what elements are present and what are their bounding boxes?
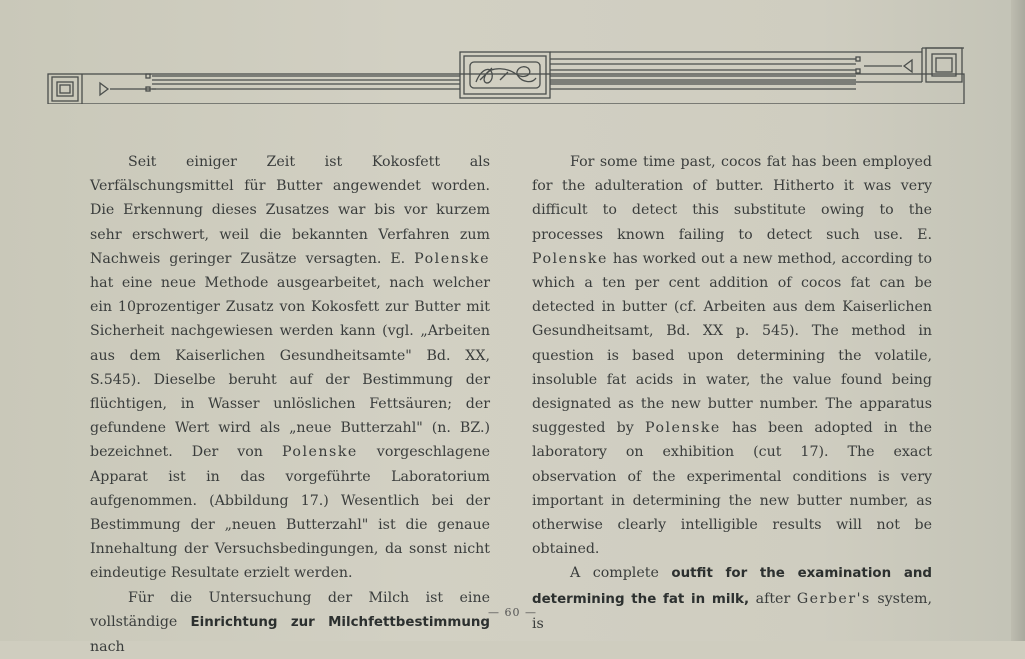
author-name: Polenske <box>644 420 721 437</box>
english-text: A complete <box>570 565 672 582</box>
author-name: Polenske <box>532 250 608 267</box>
german-text: Seit einiger Zeit ist Kokosfett als Verfälschungsmittel für Butter angewendet worden. Die Erkennung dieses Zusatzes war bis vor kurzem sehr erschwert, weil die bekannten Verfahren zum Nachweis geringer Zusätze versagten. E. <box>90 154 490 267</box>
highlight-term: Einrichtung zur Milchfettbestimmung <box>190 614 490 630</box>
german-text: Für die Untersuchung der Milch ist eine vollständige <box>90 589 490 630</box>
author-name: Gerber's <box>796 590 871 607</box>
german-paragraph-2 <box>90 586 490 659</box>
page-edge <box>1011 0 1025 641</box>
german-text: nach <box>90 639 125 656</box>
english-paragraph-1 <box>532 150 932 561</box>
english-paragraph-2 <box>532 561 932 636</box>
german-column <box>90 150 490 659</box>
english-text: system, is <box>532 590 933 632</box>
english-text: has been adopted in the laboratory on exhibition (cut 17). The exact observation of the experimental conditions is very important in determining the new butter number, as otherwise clearly intelligible results will not be obtained. <box>532 420 933 558</box>
page-number: — 60 — <box>488 606 537 619</box>
german-text: hat eine neue Methode ausgearbeitet, nach welcher ein 10prozentiger Zusatz von Kokosfett zur Butter mit Sicherheit nachgewiesen werden kann (vgl. „Arbeiten aus dem Kaiserlichen Gesundheitsamte" Bd. XX, S.545). Dieselbe beruht auf der Bestimmung der flüchtigen, in Wasser unlöslichen Fettsäuren; der gefundene Wert wird als „neue Butterzahl" (n. BZ.) bezeichnet. Der von <box>90 275 490 461</box>
center-cartouche <box>460 52 550 98</box>
english-column <box>532 150 932 636</box>
highlight-term: outfit for the examination and determining the fat in milk, <box>532 566 933 607</box>
german-paragraph-1 <box>90 150 490 586</box>
right-square-ornament <box>922 48 964 82</box>
english-text: after <box>749 590 797 607</box>
author-name: Polenske <box>414 250 491 267</box>
english-text: For some time past, cocos fat has been employed for the adulteration of butter. Hitherto it was very difficult to detect this substitute owing to the processes known failing to detect such use. E. <box>532 154 932 243</box>
header-ornament <box>46 44 966 104</box>
left-square-ornament <box>52 74 82 104</box>
english-text: has worked out a new method, according to which a ten per cent addition of cocos fat can be detected in butter (cf. Arbeiten aus dem Kaiserlichen Gesundheitsamt, Bd. XX p. 545). The method in question is based upon determining the volatile, insoluble fat acids in water, the value found being designated as the new butter number. The apparatus suggested by <box>532 250 932 437</box>
author-name: Polenske <box>281 444 358 461</box>
german-text: vorgeschlagene Apparat ist in das vorgeführte Laboratorium aufgenommen. (Abbildung 17.) Wesentlich bei der Bestimmung der „neuen Butterzahl" ist die genaue Innehaltung der Versuchsbedingungen, da sonst nicht eindeutige Resultate erzielt werden. <box>90 444 490 582</box>
